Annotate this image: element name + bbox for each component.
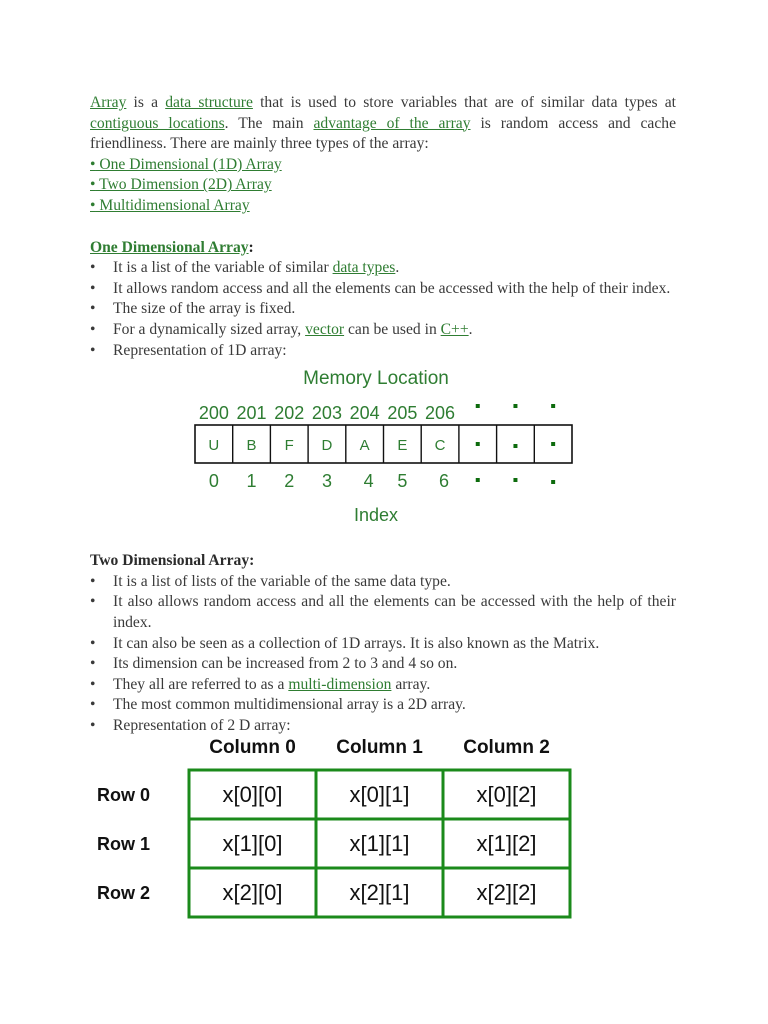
- list-item: • Representation of 2 D array:: [90, 716, 676, 737]
- address-label: 205: [387, 403, 418, 424]
- index-label: Index: [353, 505, 399, 526]
- link-data-structure[interactable]: data structure: [165, 94, 253, 111]
- list-item: • For a dynamically sized array, vector can be used in C++.: [90, 320, 676, 341]
- array-cell-value: C: [434, 437, 446, 455]
- ellipsis-dot: [551, 404, 555, 408]
- list-item: • It also allows random access and all the elements can be accessed with the help of their index.: [90, 592, 676, 633]
- row-header: Row 2: [97, 883, 151, 904]
- ellipsis-dot: [513, 444, 517, 448]
- matrix-cell: x[1][1]: [349, 831, 410, 857]
- index-value: 4: [363, 471, 374, 492]
- list-item: [90, 155, 676, 176]
- ellipsis-dot: [551, 442, 555, 446]
- ellipsis-dot: [476, 404, 480, 408]
- array-types-list: [90, 155, 676, 217]
- one-d-array-diagram: [90, 361, 676, 551]
- column-header: Column 2: [463, 737, 550, 759]
- link-data-types[interactable]: data types: [332, 259, 396, 277]
- list-item: • They all are referred to as a multi-dimension array.: [90, 675, 676, 696]
- index-value: 6: [439, 471, 450, 492]
- list-item: • It is a list of the variable of similar data types.: [90, 258, 676, 279]
- index-value: 5: [397, 471, 408, 492]
- heading-colon: :: [248, 238, 254, 256]
- intro-text-1: is a: [126, 94, 166, 111]
- one-d-heading: [90, 238, 676, 259]
- link-multi-dimension[interactable]: multi-dimension: [288, 675, 392, 693]
- ellipsis-dot: [476, 478, 480, 482]
- ellipsis-dot: [513, 478, 517, 482]
- matrix-cell: x[2][0]: [222, 880, 283, 906]
- matrix-cell: x[1][0]: [222, 831, 283, 857]
- list-item: • Its dimension can be increased from 2 to 3 and 4 so on.: [90, 654, 676, 675]
- array-cell-value: F: [284, 437, 294, 455]
- two-d-array-figure: [90, 736, 676, 936]
- link-one-dimensional-array[interactable]: • One Dimensional (1D) Array: [90, 155, 282, 173]
- address-label: 203: [311, 403, 342, 424]
- array-cell-value: D: [321, 437, 333, 455]
- ellipsis-dot: [513, 404, 517, 408]
- matrix-cell: x[0][1]: [349, 782, 410, 808]
- index-value: 2: [284, 471, 295, 492]
- array-cell-value: B: [246, 437, 257, 455]
- row-header: Row 0: [97, 785, 151, 806]
- link-array[interactable]: Array: [90, 94, 127, 111]
- list-item: • Representation of 1D array:: [90, 341, 676, 362]
- intro-text-4: is random access and cache friendliness. There are mainly three types of the array:: [90, 114, 676, 153]
- list-item: [90, 175, 676, 196]
- link-vector[interactable]: vector: [305, 320, 345, 338]
- intro-text-3: . The main: [224, 114, 314, 132]
- index-value: 1: [246, 471, 257, 492]
- matrix-cell: x[1][2]: [476, 831, 537, 857]
- index-value: 3: [321, 471, 332, 492]
- intro-text-2: that is used to store variables that are of similar data types at: [252, 94, 676, 111]
- ellipsis-dot: [551, 480, 555, 484]
- two-d-heading: Two Dimensional Array:: [90, 552, 255, 570]
- matrix-cell: x[2][1]: [349, 880, 410, 906]
- column-header: Column 0: [209, 737, 296, 759]
- column-header: Column 1: [336, 737, 423, 759]
- link-advantage-of-array[interactable]: advantage of the array: [313, 114, 471, 132]
- array-cell-value: A: [359, 437, 370, 455]
- address-label: 206: [425, 403, 456, 424]
- matrix-cell: x[0][2]: [476, 782, 537, 808]
- address-label: 201: [236, 403, 267, 424]
- index-value: 0: [208, 471, 219, 492]
- two-d-bullets: [90, 572, 676, 737]
- intro-paragraph: [90, 93, 676, 155]
- matrix-cell: x[2][2]: [476, 880, 537, 906]
- memory-location-title: Memory Location: [303, 368, 449, 390]
- document-body: [90, 93, 676, 936]
- address-label: 200: [198, 403, 229, 424]
- link-multidimensional-array[interactable]: • Multidimensional Array: [90, 196, 250, 214]
- list-item: • The size of the array is fixed.: [90, 299, 676, 320]
- one-d-array-figure: [90, 361, 676, 551]
- address-label: 204: [349, 403, 380, 424]
- one-d-bullets: [90, 258, 676, 361]
- matrix-cell: x[0][0]: [222, 782, 283, 808]
- link-contiguous-locations[interactable]: contiguous locations: [90, 114, 225, 132]
- array-cell-value: E: [397, 437, 408, 455]
- link-one-dimensional-heading[interactable]: One Dimensional Array: [90, 238, 249, 256]
- link-two-dimension-array[interactable]: • Two Dimension (2D) Array: [90, 176, 272, 194]
- row-header: Row 1: [97, 834, 151, 855]
- list-item: [90, 196, 676, 217]
- list-item: • It can also be seen as a collection of 1D arrays. It is also known as the Matrix.: [90, 634, 676, 655]
- link-cpp[interactable]: C++: [440, 320, 469, 338]
- address-label: 202: [274, 403, 305, 424]
- list-item: • It is a list of lists of the variable of the same data type.: [90, 572, 676, 593]
- two-d-array-diagram: [90, 736, 676, 936]
- list-item: • The most common multidimensional array is a 2D array.: [90, 695, 676, 716]
- ellipsis-dot: [476, 442, 480, 446]
- array-cell-value: U: [208, 437, 220, 455]
- list-item: • It allows random access and all the elements can be accessed with the help of their index.: [90, 279, 676, 300]
